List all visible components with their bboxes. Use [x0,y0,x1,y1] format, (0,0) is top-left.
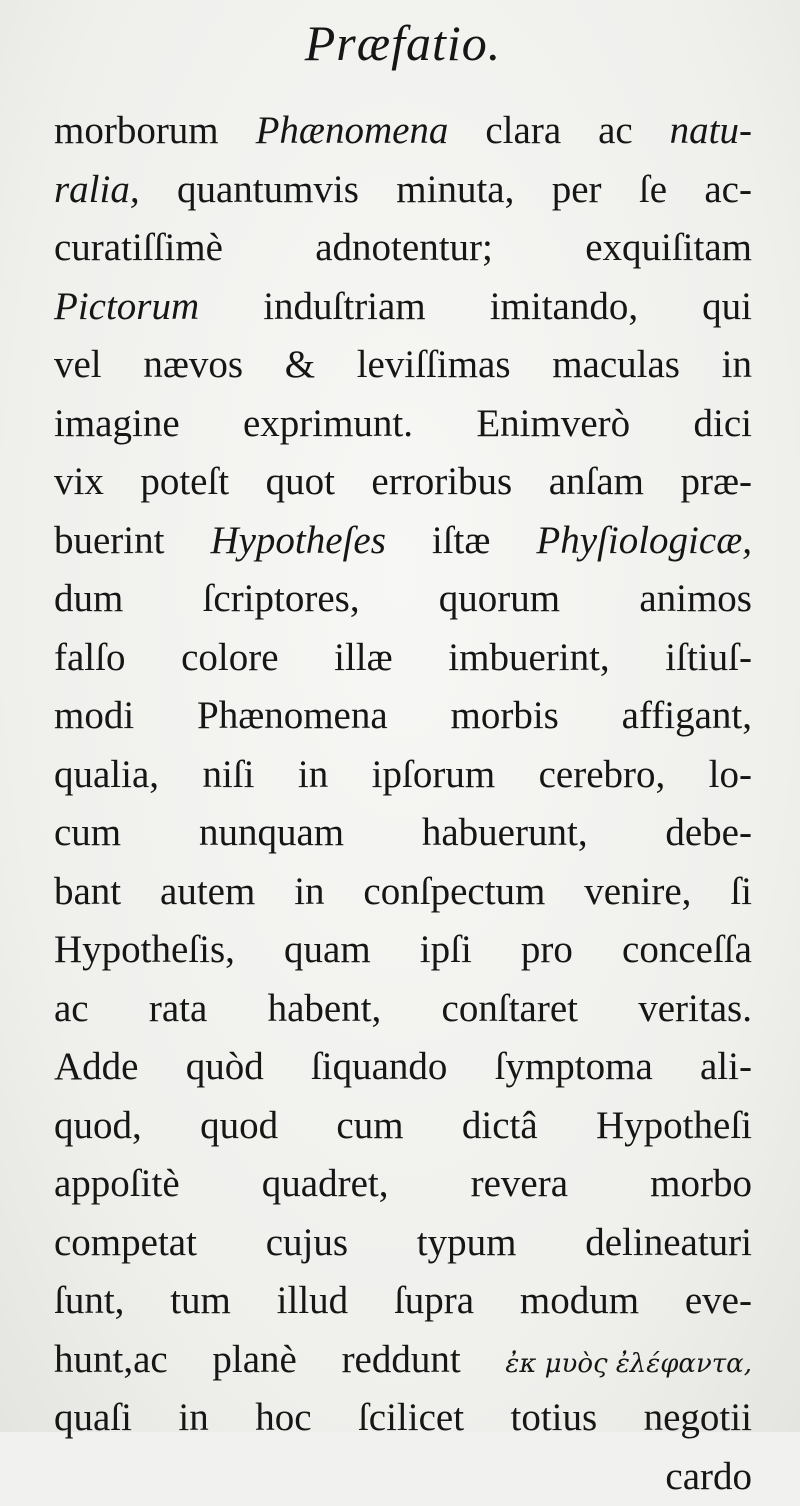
word: erroribus [371,453,512,512]
word: conſtaret [442,980,578,1039]
word: ſcilicet [358,1389,464,1448]
text-line [54,746,752,805]
word: totius [511,1389,598,1448]
word: imitando, [490,278,638,337]
word: appoſitè [54,1155,180,1214]
word: in [178,1389,208,1448]
word: Phyſiologicæ, [536,512,752,571]
word: ac- [704,161,752,220]
text-line [54,1214,752,1273]
word: autem [160,863,255,922]
word: poteſt [140,453,229,512]
word: induſtriam [263,278,425,337]
text-line [54,161,752,220]
word: quorum [439,570,560,629]
text-line [54,1038,752,1097]
word: iſtæ [432,512,491,571]
word: leviſſimas [357,336,511,395]
word: nævos [143,336,243,395]
word: Phænomena [197,687,388,746]
word: delineaturi [585,1214,752,1273]
word: cerebro, [539,746,666,805]
catchword-line [54,1448,752,1506]
greek-phrase: ἐκ μυὸς ἐλέφαντα, [505,1335,752,1394]
word: clara [485,102,561,161]
text-line [54,1389,752,1448]
word: quod [200,1097,278,1156]
text-line [54,1155,752,1214]
word: maculas [552,336,680,395]
word: quot [266,453,335,512]
word: reddunt [342,1331,461,1390]
word: morbis [451,687,559,746]
word: ſymptoma [495,1038,653,1097]
word: ſunt, [54,1272,124,1331]
word: exquiſitam [585,219,752,278]
word: habent, [268,980,382,1039]
text-line [54,921,752,980]
word: imagine [54,395,180,454]
word: lo- [709,746,752,805]
text-line [54,102,752,161]
word: qui [702,278,752,337]
word: vel [54,336,102,395]
word: typum [417,1214,517,1273]
word: minuta, [396,161,514,220]
word: natu- [670,102,752,161]
word: conſpectum [363,863,545,922]
text-line [54,1331,752,1390]
word: cum [336,1097,403,1156]
word: cum [54,804,121,863]
word: Hypotheſi [596,1097,752,1156]
text-line [54,395,752,454]
word: veritas. [638,980,752,1039]
word: morbo [650,1155,752,1214]
text-line [54,804,752,863]
word: planè [212,1331,296,1390]
word: in [298,746,328,805]
word: revera [471,1155,568,1214]
word: præ- [680,453,752,512]
word: cujus [266,1214,348,1273]
word: & [285,336,315,395]
word: in [294,863,324,922]
word: Adde [54,1038,138,1097]
word: illud [277,1272,349,1331]
word: dici [693,395,751,454]
word: colore [181,629,278,688]
word: competat [54,1214,197,1273]
text-line [54,863,752,922]
word: curatiſſimè [54,219,223,278]
text-line [54,1272,752,1331]
text-line [54,512,752,571]
text-line [54,219,752,278]
word: ſi [730,863,752,922]
word: exprimunt. [243,395,413,454]
word: dum [54,570,123,629]
catchword: cardo [665,1448,752,1506]
word: negotii [644,1389,752,1448]
word: habuerunt, [422,804,588,863]
word: morborum [54,102,219,161]
word: debe- [665,804,752,863]
word: in [722,336,752,395]
text-line [54,980,752,1039]
word: Hypotheſes [210,512,385,571]
word: quantumvis [177,161,359,220]
text-line [54,453,752,512]
word: anſam [549,453,644,512]
word: imbuerint, [448,629,609,688]
word: dictâ [462,1097,538,1156]
word: ali- [700,1038,752,1097]
word: eve- [685,1272,752,1331]
text-line [54,687,752,746]
running-head: Præfatio. [54,18,752,84]
word: ac [54,980,89,1039]
word: quaſi [54,1389,132,1448]
word: conceſſa [622,921,752,980]
word: ſupra [394,1272,474,1331]
word: Phænomena [256,102,449,161]
word: ac [598,102,633,161]
word: ſiquando [311,1038,447,1097]
word: nunquam [199,804,344,863]
text-line [54,1097,752,1156]
word: Enimverò [476,395,630,454]
word: rata [149,980,207,1039]
word: ſe [639,161,667,220]
word: ſcriptores, [203,570,360,629]
word: tum [170,1272,231,1331]
body-text [54,102,752,1448]
word: quam [284,921,371,980]
word: quadret, [262,1155,389,1214]
word: modum [520,1272,639,1331]
word: affigant, [622,687,752,746]
word: adnotentur; [315,219,493,278]
word: niſi [202,746,254,805]
word: buerint [54,512,164,571]
word: vix [54,453,104,512]
word: ipſi [420,921,472,980]
word: Hypotheſis, [54,921,235,980]
word: modi [54,687,134,746]
word: per [552,161,602,220]
word: iſtiuſ- [665,629,752,688]
word: ralia, [54,161,140,220]
text-line [54,629,752,688]
word: Pictorum [54,278,199,337]
word: hoc [255,1389,311,1448]
word: venire, [584,863,691,922]
word: qualia, [54,746,159,805]
word: bant [54,863,121,922]
text-line [54,570,752,629]
word: ipſorum [372,746,496,805]
word: quod, [54,1097,142,1156]
word: falſo [54,629,125,688]
text-line [54,336,752,395]
word: quòd [186,1038,264,1097]
word: illæ [334,629,393,688]
word: hunt,ac [54,1331,168,1390]
word: pro [521,921,573,980]
word: animos [639,570,752,629]
text-line [54,278,752,337]
